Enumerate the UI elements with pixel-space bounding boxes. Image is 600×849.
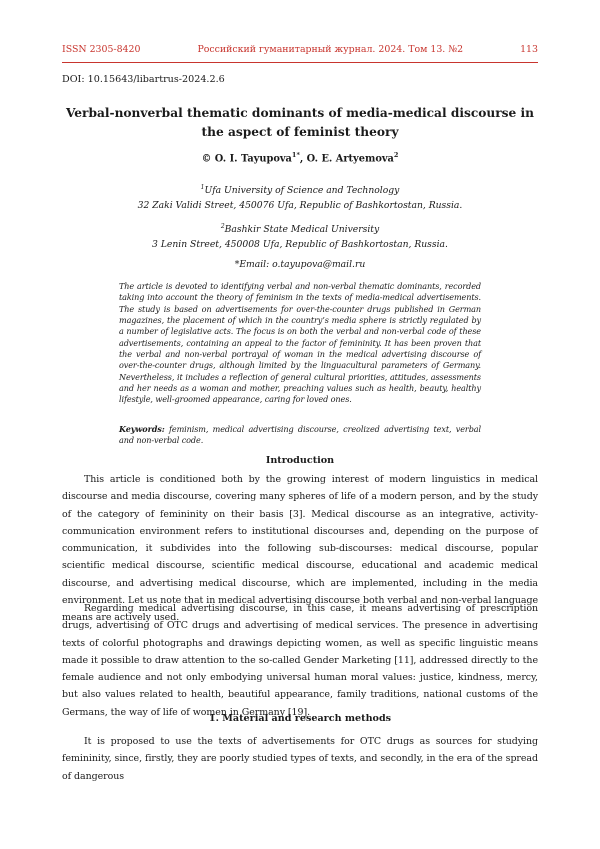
abstract: The article is devoted to identifying verbal and non-verbal thematic dominants, recorded taking into account the theory of feminism in the texts of media-medical advertisements. The study is based on advertisements for over-the-counter drugs published in German magazines, the placement of which in the country’s media sphere is strictly regulated by a number of legislative acts. The focus is on both the verbal and non-verbal code of these advertisements, containing an appeal to the factor of femininity. It has been proven that the verbal and non-verbal portrayal of woman in the medical advertising discourse of over-the-counter drugs, although limited by the linguacultural parameters of Germany. Nevertheless, it includes a reflection of general cultural priorities, attitudes, assessments and her needs as a woman and mother, preaching values such as health, beauty, healthy lifestyle, well-groomed appearance, caring for loved ones.: [119, 281, 481, 405]
header-divider: [62, 62, 538, 63]
affiliation-institution: Bashkir State Medical University: [224, 224, 380, 236]
body-paragraph: Regarding medical advertising discourse, in this case, it means advertising of prescription drugs, advertising of OTC drugs and advertising of medical services. The presence in advertising texts of colorful photographs and drawings depicting women, as well as specific linguistic means made it possible to draw attention to the so-called Gender Marketing [11], addressed directly to the female audience and not only embodying universal human moral values: justice, kindness, mercy, but also values related to health, beautiful appearance, family traditions, national customs of the Germans, the way of life of women in Germany [19].: [62, 603, 538, 718]
affiliation-address: 3 Lenin Street, 450008 Ufa, Republic of Bashkortostan, Russia.: [152, 239, 448, 251]
author-separator: ,: [299, 153, 307, 165]
keywords-text: feminism, medical advertising discourse, creolized advertising text, verbal and non-verbal code.: [119, 424, 481, 446]
corresponding-email[interactable]: *Email: o.tayupova@mail.ru: [234, 259, 366, 270]
author-name: O. I. Tayupova: [214, 153, 292, 165]
author-affiliation-marker: 1*: [291, 151, 300, 159]
journal-name: Российский гуманитарный журнал. 2024. Том 13. №2: [197, 44, 464, 55]
doi-line[interactable]: DOI: 10.15643/libartrus-2024.2.6: [62, 74, 225, 85]
affiliation-address: 32 Zaki Validi Street, 450076 Ufa, Republic of Bashkortostan, Russia.: [137, 200, 463, 212]
body-paragraph: This article is conditioned both by the growing interest of modern linguistics in medical discourse and media discourse, covering many spheres of life of a modern person, and by the study of the category of femininity on their basis [3]. Medical discourse as an integrative, activity-communication environment refers to institutional discourses and, depending on the purpose of communication, it subdivides into the following sub-discourses: medical discourse, popular scientific medical discourse, scientific medical discourse, educational and academic medical discourse, and advertising medical discourse, which are implemented, including in the media environment. Let us note that in medical advertising discourse both verbal and non-verbal language means are actively used.: [62, 474, 538, 624]
keywords-label: Keywords:: [119, 424, 165, 434]
author-line: [62, 151, 538, 164]
affiliation-institution: Ufa University of Science and Technology: [204, 185, 400, 197]
author-affiliation-marker: 2: [393, 151, 399, 159]
affiliation-marker: 1: [200, 184, 205, 191]
section-heading-introduction: Introduction: [265, 455, 335, 466]
article-title: Verbal-nonverbal thematic dominants of media-medical discourse in the aspect of feminist theory: [65, 106, 535, 139]
affiliation-2: [62, 219, 538, 252]
running-header: [62, 44, 538, 55]
page-number: 113: [520, 44, 538, 55]
affiliation-marker: 2: [220, 223, 225, 230]
affiliation-1: [62, 180, 538, 213]
author-name: O. E. Artyemova: [306, 153, 394, 165]
keywords: [119, 424, 481, 447]
issn-label: ISSN 2305-8420: [62, 44, 141, 55]
copyright-prefix: ©: [201, 153, 215, 165]
section-heading-methods: 1. Material and research methods: [208, 713, 392, 724]
body-paragraph: It is proposed to use the texts of advertisements for OTC drugs as sources for studying femininity, since, firstly, they are poorly studied types of texts, and secondly, in the era of the spread of dangerous: [62, 736, 538, 782]
